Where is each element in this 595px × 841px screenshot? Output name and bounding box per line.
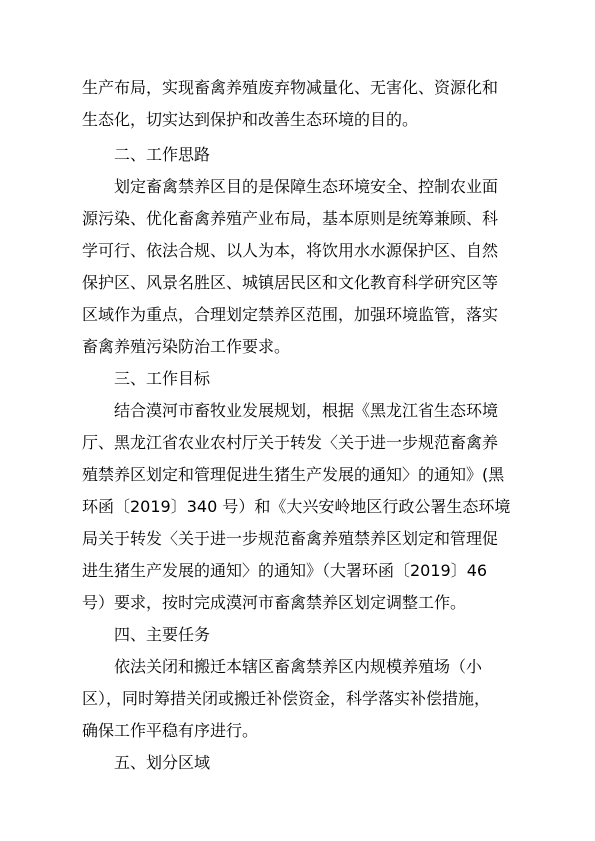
section-heading: 二、工作思路 xyxy=(114,145,211,164)
paragraph-line: 区），同时筹措关闭或搬迁补偿资金，科学落实补偿措施， xyxy=(82,689,491,708)
paragraph-line: 号）要求，按时完成漠河市畜禽禁养区划定调整工作。 xyxy=(82,593,467,612)
paragraph-line: 保护区、风景名胜区、城镇居民区和文化教育科学研究区等 xyxy=(82,273,499,292)
paragraph-line: 源污染、优化畜禽养殖产业布局，基本原则是统筹兼顾、科 xyxy=(82,209,499,228)
paragraph-line: 依法关闭和搬迁本辖区畜禽禁养区内规模养殖场（小 xyxy=(114,657,483,676)
paragraph-line: 环函〔2019〕340 号）和《大兴安岭地区行政公署生态环境 xyxy=(82,497,511,516)
paragraph-line: 畜禽养殖污染防治工作要求。 xyxy=(82,337,291,356)
paragraph-line: 确保工作平稳有序进行。 xyxy=(82,721,259,740)
paragraph-line: 生态化，切实达到保护和改善生态环境的目的。 xyxy=(82,110,419,129)
paragraph-line: 学可行、依法合规、以人为本，将饮用水水源保护区、自然 xyxy=(82,241,499,260)
paragraph-line: 划定畜禽禁养区目的是保障生态环境安全、控制农业面 xyxy=(114,177,499,196)
paragraph-line: 生产布局，实现畜禽养殖废弃物减量化、无害化、资源化和 xyxy=(82,78,499,97)
paragraph-line: 结合漠河市畜牧业发展规划，根据《黑龙江省生态环境 xyxy=(114,401,499,420)
section-heading: 三、工作目标 xyxy=(114,369,211,388)
paragraph-line: 进生猪生产发展的通知〉的通知》（大署环函〔2019〕46 xyxy=(82,561,488,580)
paragraph-line: 区域作为重点，合理划定禁养区范围，加强环境监管，落实 xyxy=(82,305,499,324)
paragraph-line: 殖禁养区划定和管理促进生猪生产发展的通知〉的通知》(黑 xyxy=(82,465,505,484)
section-heading: 五、划分区域 xyxy=(114,753,211,772)
paragraph-line: 厅、黑龙江省农业农村厅关于转发〈关于进一步规范畜禽养 xyxy=(82,433,499,452)
section-heading: 四、主要任务 xyxy=(114,625,211,644)
paragraph-line: 局关于转发〈关于进一步规范畜禽养殖禁养区划定和管理促 xyxy=(82,529,499,548)
